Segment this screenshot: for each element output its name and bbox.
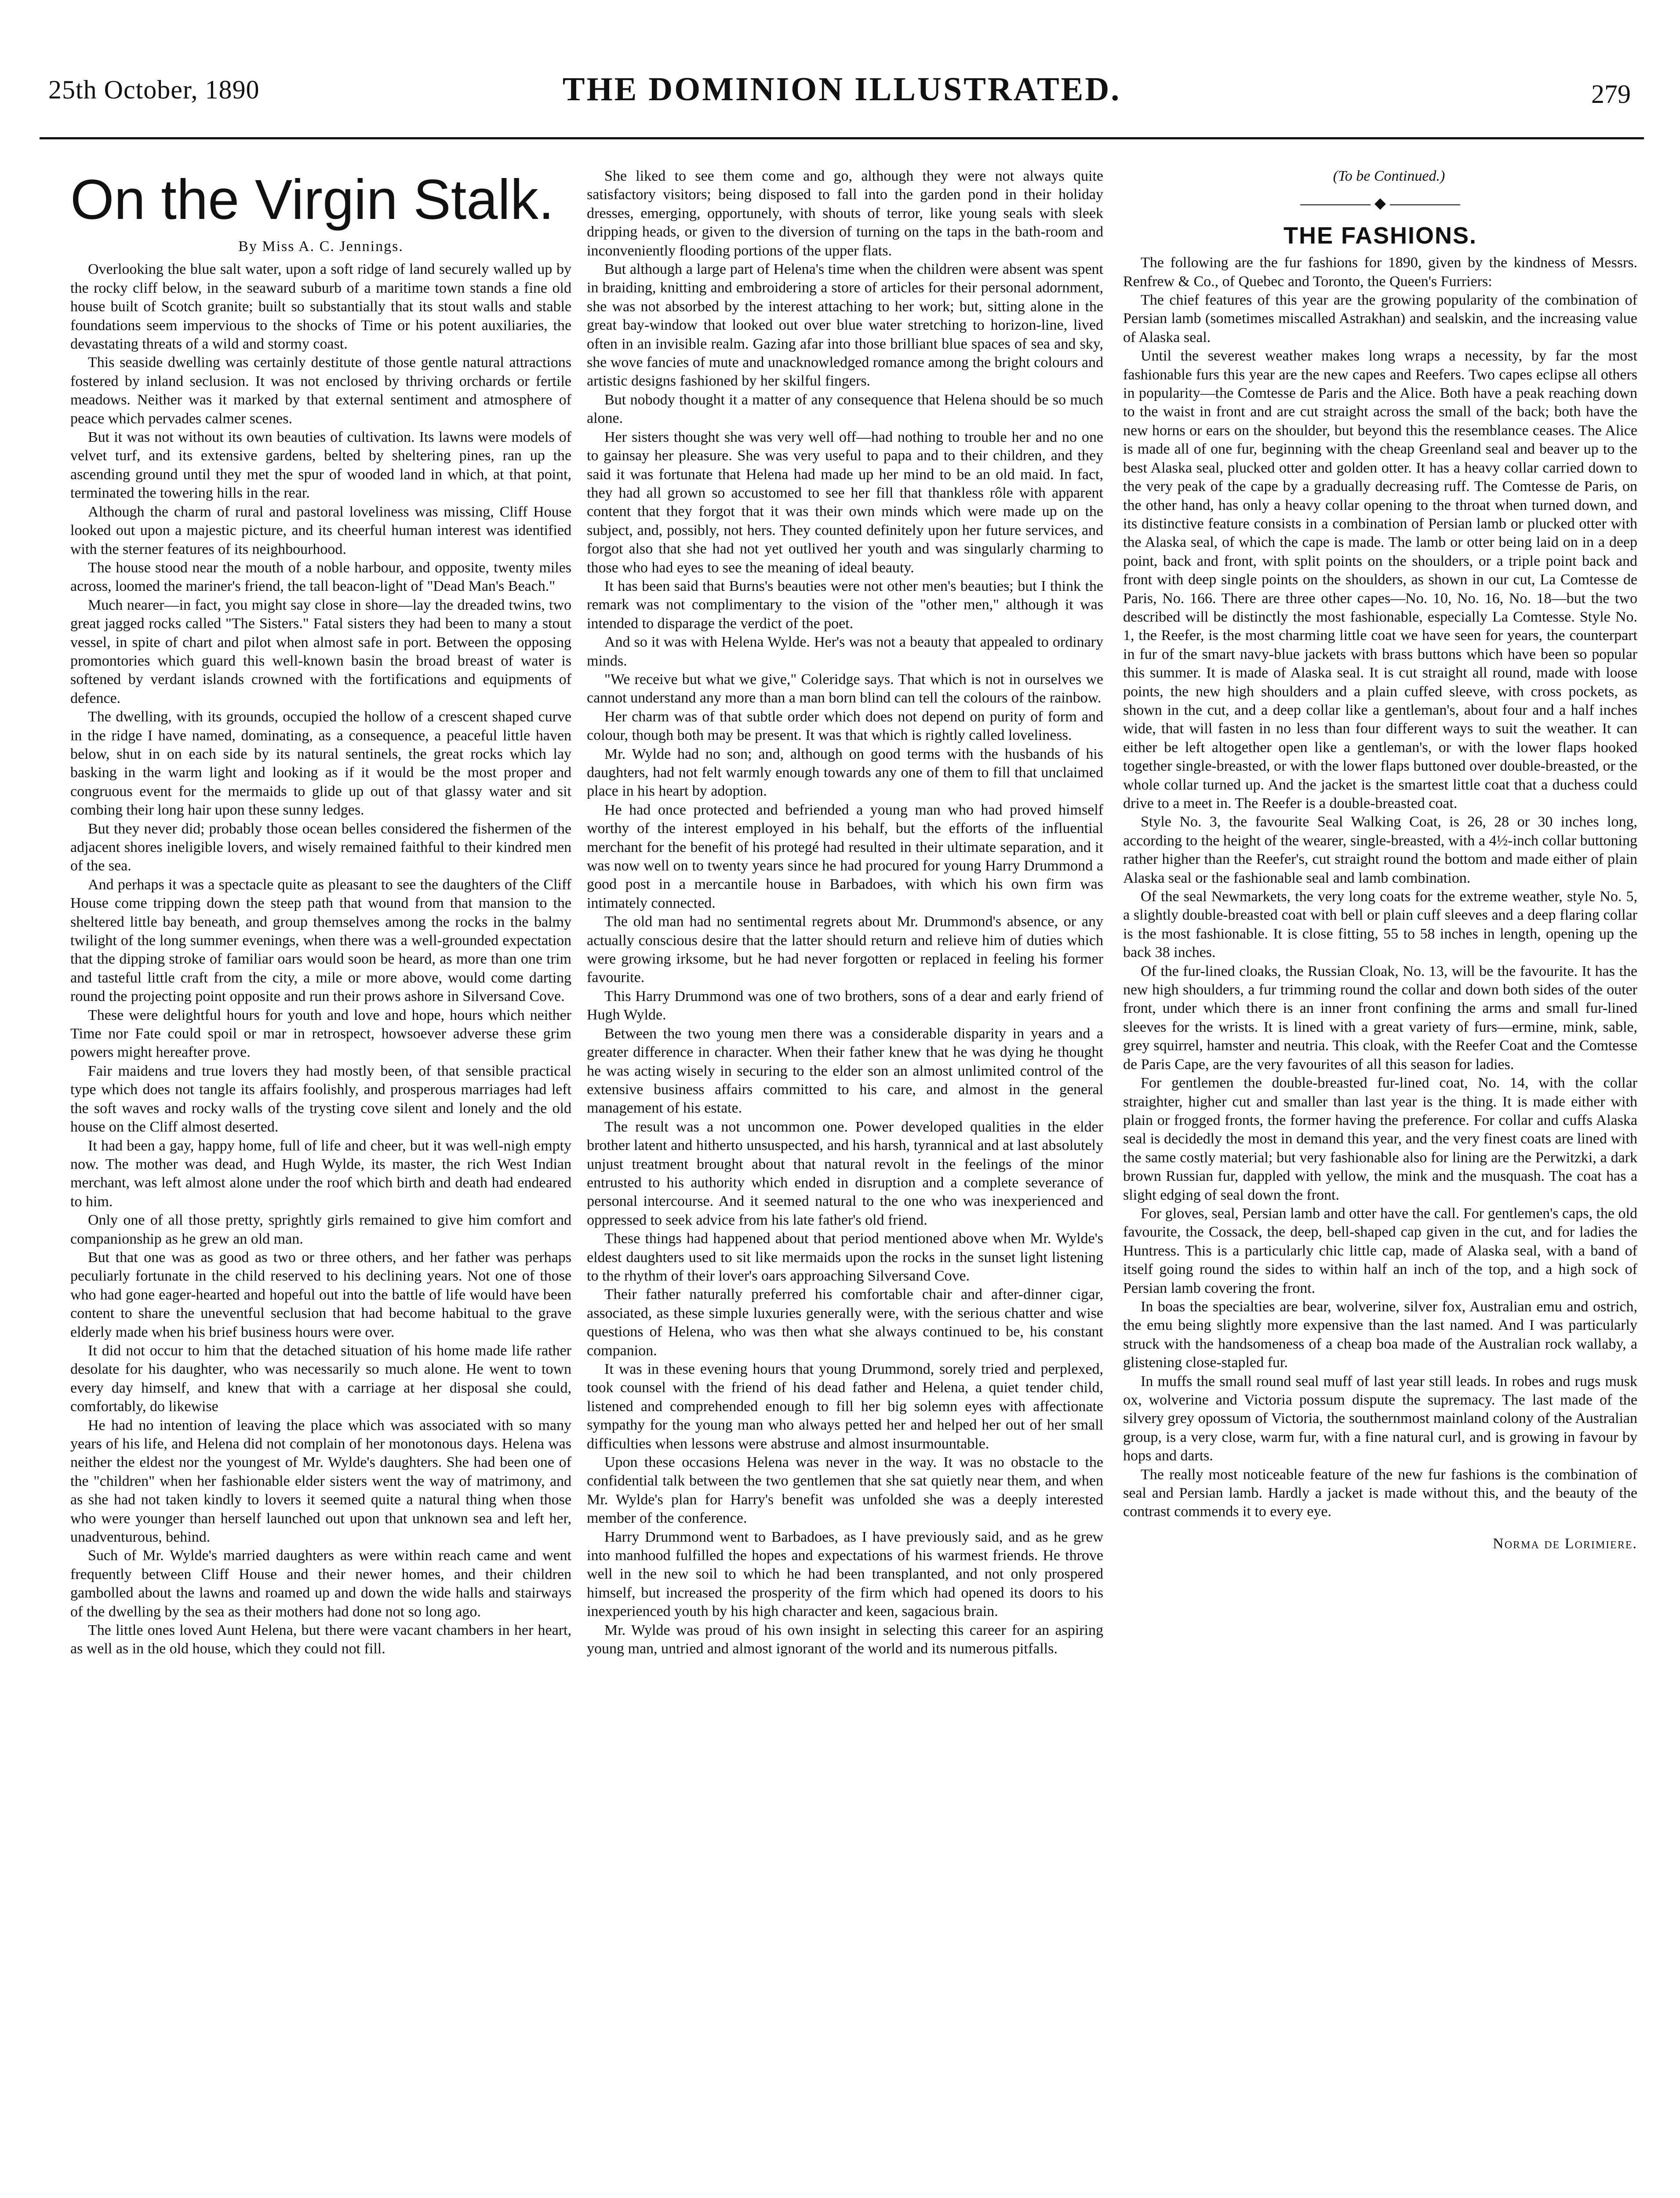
column-1 — [70, 167, 571, 1659]
story-paragraph: But it was not without its own beauties of cultivation. Its lawns were models of velvet turf, and its extensive gardens, belted by sheltering pines, ran up the ascending ground until they met the spur of wooded land in which, at that point, terminated the towering hills in the rear. — [70, 429, 571, 502]
story-paragraph: Mr. Wylde had no son; and, although on good terms with the husbands of his daughters, had not felt warmly enough towards any one of them to fill that unclaimed place in his heart by adoption. — [587, 746, 1103, 800]
story-paragraph: The little ones loved Aunt Helena, but there were vacant chambers in her heart, as well as in the old house, which they could not fill. — [70, 1622, 571, 1657]
story-paragraph: Overlooking the blue salt water, upon a soft ridge of land securely walled up by the rocky cliff below, in the seaward suburb of a maritime town stands a fine old house built of Scotch granite; built so substantially that its stout walls and stable foundations seem impervious to the shocks of Time or his potent auxiliaries, the devastating threats of a wild and stormy coast. — [70, 261, 571, 353]
story-paragraph: These were delightful hours for youth and love and hope, hours which neither Time nor Fate could spoil or mar in retrospect, howsoever adverse these grim powers might hereafter prove. — [70, 1007, 571, 1061]
fashions-signature: Norma de Lorimiere. — [1493, 1535, 1637, 1552]
story-paragraph: The old man had no sentimental regrets about Mr. Drummond's absence, or any actually conscious desire that the latter should return and relieve him of duties which were growing irksome, but he had never forgotten or replaced in feeling his former favourite. — [587, 913, 1103, 986]
fashions-paragraph: In muffs the small round seal muff of last year still leads. In robes and rugs musk ox, wolverine and Victoria possum dispute the supremacy. The last made of the silvery grey opossum of Victoria, the southernmost mainland colony of the Australian group, is a very close, warm fur, with a fine natural curl, and is growing in favour by hops and darts. — [1123, 1373, 1637, 1464]
story-paragraph: Her charm was of that subtle order which does not depend on purity of form and colour, though both may be present. It was that which is rightly called loveliness. — [587, 708, 1103, 744]
story-paragraph: And so it was with Helena Wylde. Her's was not a beauty that appealed to ordinary minds. — [587, 634, 1103, 669]
story-paragraph: Upon these occasions Helena was never in the way. It was no obstacle to the confidential talk between the two gentlemen that she sat quietly near them, and when Mr. Wylde's plan for Harry's benefit was unfolded she was a deeply interested member of the conference. — [587, 1454, 1103, 1527]
story-paragraph: It did not occur to him that the detached situation of his home made life rather desolate for his daughter, who was necessarily so much alone. He went to town every day himself, and knew that with a carriage at her disposal she could, comfortably, do likewise — [70, 1342, 571, 1415]
section-divider: ◆ — [1123, 194, 1637, 213]
story-paragraph: It had been a gay, happy home, full of life and cheer, but it was well-nigh empty now. The mother was dead, and Hugh Wylde, its master, the rich West Indian merchant, was left almost alone under the roof which birth and death had endeared to him. — [70, 1137, 571, 1210]
story-paragraph: It has been said that Burns's beauties were not other men's beauties; but I think the remark was not complimentary to the vision of the "other men," although it was intended to disparage the verdict of the poet. — [587, 578, 1103, 632]
story-byline: By Miss A. C. Jennings. — [238, 238, 404, 255]
story-paragraph: These things had happened about that period mentioned above when Mr. Wylde's eldest daughters used to sit like mermaids upon the rocks in the sunset light listening to the rhythm of their lover's oars approaching Silversand Cove. — [587, 1230, 1103, 1284]
story-paragraph: He had once protected and befriended a young man who had proved himself worthy of the interest employed in his behalf, but the efforts of the influential merchant for the benefit of his protegé had resulted in their ultimate separation, and it was now well on to twenty years since he had procured for young Harry Drummond a good post in a mercantile house in Barbadoes, with which his own firm was intimately connected. — [587, 801, 1103, 911]
story-paragraph: Much nearer—in fact, you might say close in shore—lay the dreaded twins, two great jagged rocks called "The Sisters." Fatal sisters they had been to many a stout vessel, in spite of chart and pilot when almost safe in port. Between the opposing promontories which guard this well-known basin the broad breast of water is softened by verdant islands crowned with the fortifications and equipments of defence. — [70, 597, 571, 706]
fashions-paragraph: Of the fur-lined cloaks, the Russian Cloak, No. 13, will be the favourite. It has the new high shoulders, a fur trimming round the collar and down both sides of the outer front, under which there is an inner front confining the arms and small fur-lined sleeves for the wrists. It is lined with a great variety of furs—ermine, mink, sable, grey squirrel, hamster and neutria. This cloak, with the Reefer Coat and the Comtesse de Paris Cape, are the very favourites of all this season for ladies. — [1123, 963, 1637, 1073]
story-paragraph: Between the two young men there was a considerable disparity in years and a greater difference in character. When their father knew that he was dying he thought he was acting wisely in securing to the elder son an almost unlimited control of the extensive business affairs committed to his care, and almost in the general management of his estate. — [587, 1025, 1103, 1117]
story-paragraph: Harry Drummond went to Barbadoes, as I have previously said, and as he grew into manhood fulfilled the hopes and expectations of his warmest friends. He throve well in the new soil to which he had been transplanted, and not only prospered himself, but increased the prosperity of the firm which had opened its doors to his inexperienced youth by his high character and keen, sagacious brain. — [587, 1528, 1103, 1620]
fashions-paragraph: Of the seal Newmarkets, the very long coats for the extreme weather, style No. 5, a slightly double-breasted coat with bell or plain cuff sleeves and a deep flaring collar is the most fashionable. It is close fitting, 55 to 58 inches in length, opening up the back 38 inches. — [1123, 888, 1637, 961]
story-paragraph: The result was a not uncommon one. Power developed qualities in the elder brother latent and hitherto unsuspected, and his harsh, tyrannical and at last absolutely unjust treatment brought about that natural revolt in the feelings of the minor entrusted to his authority which ended in disruption and a complete severance of personal intercourse. And it seemed natural to the one who was inexperienced and oppressed to seek advice from his late father's old friend. — [587, 1118, 1103, 1228]
story-paragraph: But they never did; probably those ocean belles considered the fishermen of the adjacent shores ineligible lovers, and wisely remained faithful to their kindred men of the sea. — [70, 820, 571, 874]
fashions-paragraph: The following are the fur fashions for 1890, given by the kindness of Messrs. Renfrew & Co., of Quebec and Toronto, the Queen's Furriers: — [1123, 255, 1637, 290]
story-paragraph: The dwelling, with its grounds, occupied the hollow of a crescent shaped curve in the ridge I have named, dominating, as a consequence, a peaceful little haven below, shut in on each side by its natural sentinels, the great rocks which lay basking in the warm light and looking as if it would be the most proper and congruous event for the mermaids to glide up out of that glassy water and sit combing their long hair upon these sunny ledges. — [70, 709, 571, 819]
fashions-paragraph: Until the severest weather makes long wraps a necessity, by far the most fashionable furs this year are the new capes and Reefers. Two capes eclipse all others in popularity—the Comtesse de Paris and the Alice. Both have a peak reaching down to the waist in front and are cut straight across the small of the back; both have the new horns or ears on the shoulder, but beyond this the resemblance ceases. The Alice is made all of one fur, beginning with the cheap Greenland seal and beaver up to the best Alaska seal, plucked otter and golden otter. It has a heavy collar carried down to the very peak of the cape by a gradually decreasing ruff. The Comtesse de Paris, on the other hand, has only a heavy collar opening to the throat when turned down, and its distinctive feature consists in a combination of Persian lamb or plucked otter with the Alaska seal, of which the cape is made. The lamb or otter being laid on in a deep point, back and front, with split points on the shoulders, or a triple point back and front with deep single points on the shoulders, as shown in our cut, La Comtesse de Paris, No. 166. There are three other capes—No. 10, No. 16, No. 18—but the two described will be distinctly the most fashionable, especially La Comtesse. Style No. 1, the Reefer, is the most charming little coat we have seen for years, the counterpart in fur of the smart navy-blue jackets with brass buttons which have been so popular this summer. It is made of Alaska seal. It is cut straight all round, made with loose points, the new high shoulders and a plain cuffed sleeve, with cross pockets, as shown in the cut, and a deep collar like a gentleman's, about four and a half inches wide, that will fasten in no less than four different ways to suit the weather. It can either be left altogether open like a gentleman's, or with the lower flaps hooked together single-breasted, or with the lower flaps buttoned over double-breasted, or the whole collar turned up. And the jacket is the smartest little coat that a duchess could drive to a meet in. The Reefer is a double-breasted coat. — [1123, 348, 1637, 812]
column-3 — [1123, 167, 1637, 1553]
story-paragraph: Only one of all those pretty, sprightly girls remained to give him comfort and companionship as he grew an old man. — [70, 1212, 571, 1247]
story-paragraph: It was in these evening hours that young Drummond, sorely tried and perplexed, took counsel with the friend of his dead father and Helena, a quiet tender child, listened and comprehended enough to fill her big solemn eyes with affectionate sympathy for the young man who always petted her and helped her out of her small difficulties when lessons were abstruse and almost insurmountable. — [587, 1361, 1103, 1452]
story-paragraph: The house stood near the mouth of a noble harbour, and opposite, twenty miles across, loomed the mariner's friend, the tall beacon-light of "Dead Man's Beach." — [70, 559, 571, 595]
story-paragraph: Such of Mr. Wylde's married daughters as were within reach came and went frequently between Cliff House and their newer homes, and their children gambolled about the lawns and roamed up and down the wide halls and stairways of the dwelling by the sea as their mothers had done not so long ago. — [70, 1547, 571, 1620]
page-number: 279 — [1591, 80, 1631, 109]
fashions-paragraph: For gloves, seal, Persian lamb and otter have the call. For gentlemen's caps, the old favourite, the Cossack, the deep, bell-shaped cap given in the cut, and for ladies the Huntress. This is a particularly chic little cap, made of Alaska seal, with a band of itself going round the sides to within half an inch of the top, and a high sock of Persian lamb covering the front. — [1123, 1205, 1637, 1296]
story-paragraph: She liked to see them come and go, although they were not always quite satisfactory visitors; being disposed to fall into the garden pond in their holiday dresses, emerging, opportunely, with shouts of terror, like young seals with sleek dripping heads, or given to the diversion of turning on the taps in the bath-room and inconveniently flooding portions of the upper flats. — [587, 168, 1103, 259]
issue-date: 25th October, 1890 — [48, 75, 260, 104]
fashions-heading: THE FASHIONS. — [1283, 222, 1477, 249]
story-title: On the Virgin Stalk. — [70, 168, 554, 231]
publication-title: THE DOMINION ILLUSTRATED. — [562, 71, 1121, 108]
story-paragraph: Their father naturally preferred his comfortable chair and after-dinner cigar, associated, as these simple luxuries generally were, with the serious chatter and wise questions of Helena, who was then what she always continued to be, his constant companion. — [587, 1286, 1103, 1359]
column-2 — [587, 167, 1103, 1659]
story-paragraph: Although the charm of rural and pastoral loveliness was missing, Cliff House looked out upon a majestic picture, and its cheerful human interest was identified with the sterner features of its neighbourhood. — [70, 503, 571, 557]
story-paragraph: And perhaps it was a spectacle quite as pleasant to see the daughters of the Cliff House come tripping down the steep path that wound from that mansion to the sheltered little bay beneath, and group themselves among the rocks in the balmy twilight of the long summer evenings, when there was a well-grounded expectation that the dipping stroke of familiar oars would soon be heard, as more than one trim and tasteful little craft from the city, a mile or more above, would come darting round the projecting point opposite and run their prows ashore in Silversand Cove. — [70, 876, 571, 1005]
story-paragraph: This seaside dwelling was certainly destitute of those gentle natural attractions fostered by inland seclusion. It was not enclosed by thriving orchards or fertile meadows. Neither was it marked by that external sentiment and atmosphere of peace which pervades calmer scenes. — [70, 354, 571, 427]
story-paragraph: Fair maidens and true lovers they had mostly been, of that sensible practical type which does not tangle its affairs foolishly, and prosperous marriages had left the soft waves and rocky walls of the trysting cove silent and lonely and the old house on the Cliff almost deserted. — [70, 1063, 571, 1135]
story-paragraph: "We receive but what we give," Coleridge says. That which is not in ourselves we cannot understand any more than a man born blind can tell the colours of the rainbow. — [587, 671, 1103, 706]
story-paragraph: He had no intention of leaving the place which was associated with so many years of his life, and Helena did not complain of her monotonous days. Helena was neither the eldest nor the youngest of Mr. Wylde's daughters. She had been one of the "children" when her fashionable elder sisters went the way of matrimony, and as she had not taken kindly to lovers it seemed quite a natural thing when those who were younger than herself launched out upon that unknown sea and left her, unadventurous, behind. — [70, 1417, 571, 1546]
page-header — [40, 66, 1644, 127]
story-paragraph: But that one was as good as two or three others, and her father was perhaps peculiarly fortunate in the child reserved to his declining years. Not one of those who had gone eager-hearted and hopeful out into the battle of life would have been content to share the uneventful seclusion that had become habitual to the grave elderly made when his brief business hours were over. — [70, 1249, 571, 1340]
story-paragraph: Her sisters thought she was very well off—had nothing to trouble her and no one to gainsay her pleasure. She was very useful to papa and to their children, and they said it was fortunate that Helena had made up her mind to be an old maid. In fact, they had all grown so accustomed to see her fill that thankless rôle with apparent content that they forgot that it was their own minds which were made up on the subject, and, possibly, not hers. They counted definitely upon her future services, and forgot also that she had not yet outlived her youth and was singularly charming to those who had eyes to see the meaning of ideal beauty. — [587, 429, 1103, 576]
fashions-paragraph: In boas the specialties are bear, wolverine, silver fox, Australian emu and ostrich, the emu being slightly more expensive than the last named. And I was particularly struck with the handsomeness of a cheap boa made of the Australian rock wallaby, a glistening close-stapled fur. — [1123, 1298, 1637, 1371]
fashions-paragraph: For gentlemen the double-breasted fur-lined coat, No. 14, with the collar straighter, higher cut and smaller than last year is the thing. It is made either with plain or frogged fronts, the former having the preference. For collar and cuffs Alaska seal is decidedly the most in demand this year, and the very finest coats are lined with the same costly material; but very fashionable also for lining are the Perwitzki, a dark brown Russian fur, dappled with yellow, the mink and the musquash. The coat has a slight edging of seal down the front. — [1123, 1075, 1637, 1203]
story-paragraph: This Harry Drummond was one of two brothers, sons of a dear and early friend of Hugh Wylde. — [587, 988, 1103, 1023]
fashions-paragraph: Style No. 3, the favourite Seal Walking Coat, is 26, 28 or 30 inches long, according to the height of the wearer, single-breasted, with a 4½-inch collar buttoning rather higher than the Reefer's, cut straight round the bottom and made either of plain Alaska seal or the fashionable seal and lamb combination. — [1123, 814, 1637, 886]
fashions-paragraph: The really most noticeable feature of the new fur fashions is the combination of seal and Persian lamb. Hardly a jacket is made without this, and the beauty of the contrast commends it to every eye. — [1123, 1466, 1637, 1520]
story-paragraph: But although a large part of Helena's time when the children were absent was spent in braiding, knitting and embroidering a store of articles for their personal adornment, she was not absorbed by the interest attaching to her work; but, sitting alone in the great bay-window that looked out over blue water stretching to horizon-line, lived often in an invisible realm. Gazing afar into those brilliant blue spaces of sea and sky, she wove fancies of mute and unacknowledged romance among the bright colours and artistic designs fashioned by her skilful fingers. — [587, 261, 1103, 389]
story-paragraph: But nobody thought it a matter of any consequence that Helena should be so much alone. — [587, 391, 1103, 427]
story-paragraph: Mr. Wylde was proud of his own insight in selecting this career for an aspiring young man, untried and almost ignorant of the world and its numerous pitfalls. — [587, 1622, 1103, 1657]
story-continued: (To be Continued.) — [1333, 168, 1445, 184]
fashions-paragraph: The chief features of this year are the growing popularity of the combination of Persian lamb (sometimes miscalled Astrakhan) and sealskin, and the increasing value of Alaska seal. — [1123, 292, 1637, 346]
header-rule — [40, 137, 1644, 139]
